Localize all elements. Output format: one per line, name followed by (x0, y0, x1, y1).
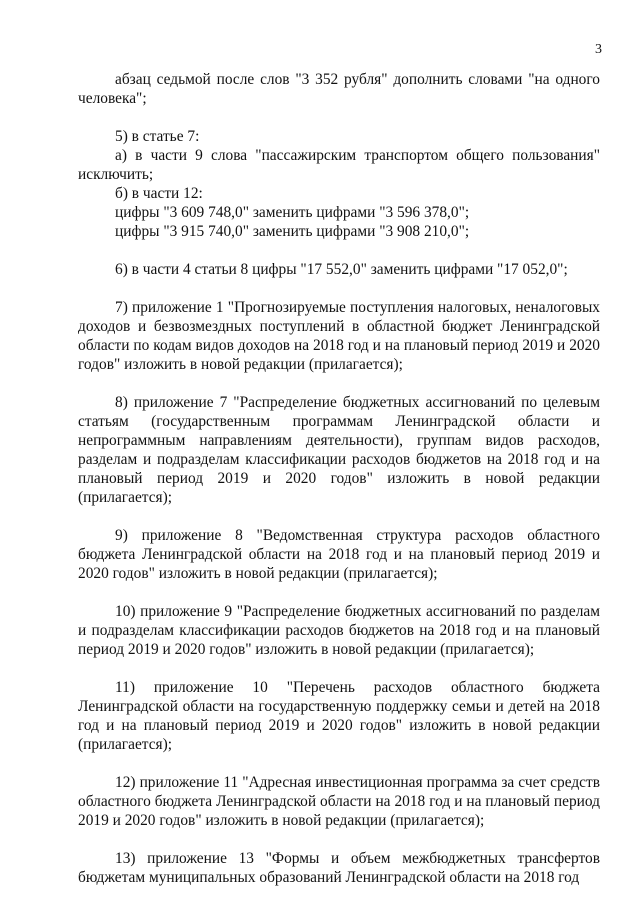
paragraph: 12) приложение 11 "Адресная инвестиционная программа за счет средств областного бюджета Ленинградской области на 2018 год и на плановый период 2019 и 2020 годов" изложить в новой редакции (прилагается); (78, 774, 600, 829)
paragraph-gap (78, 507, 600, 526)
paragraph-gap (78, 108, 600, 127)
paragraph-gap (78, 241, 600, 260)
paragraph-gap (78, 754, 600, 773)
paragraph: цифры "3 609 748,0" заменить цифрами "3 596 378,0"; (115, 204, 470, 221)
paragraph: б) в части 12: (115, 185, 203, 202)
paragraph-gap (78, 279, 600, 298)
paragraph: 11) приложение 10 "Перечень расходов областного бюджета Ленинградской области на государственную поддержку семьи и детей на 2018 год и на плановый период 2019 и 2020 годов" изложить в новой редакции (прилагается); (78, 679, 600, 753)
paragraph: абзац седьмой после слов "3 352 рубля" дополнить словами "на одного человека"; (78, 71, 600, 107)
paragraph: 5) в статье 7: (115, 128, 200, 145)
paragraph-gap (78, 374, 600, 393)
paragraph: 10) приложение 9 "Распределение бюджетных ассигнований по разделам и подразделам классификации расходов бюджетов на 2018 год и на плановый период 2019 и 2020 годов" изложить в новой редакции (прилагается); (78, 603, 600, 658)
paragraph: 6) в части 4 статьи 8 цифры "17 552,0" заменить цифрами "17 052,0"; (115, 261, 568, 278)
paragraph: а) в части 9 слова "пассажирским транспортом общего пользования" исключить; (78, 147, 600, 183)
document-body (78, 70, 600, 887)
paragraph: 13) приложение 13 "Формы и объем межбюджетных трансфертов бюджетам муниципальных образований Ленинградской области на 2018 год (78, 850, 600, 886)
page-number: 3 (595, 42, 602, 57)
paragraph: 8) приложение 7 "Распределение бюджетных ассигнований по целевым статьям (государственным программам Ленинградской области и непрограммным направлениям деятельности), группам видов расходов, разделам и подразделам классификации расходов бюджетов на 2018 год и на плановый период 2019 и 2020 годов" изложить в новой редакции (прилагается); (78, 394, 600, 506)
paragraph-gap (78, 830, 600, 849)
paragraph: 7) приложение 1 "Прогнозируемые поступления налоговых, неналоговых доходов и безвозмездных поступлений в областной бюджет Ленинградской области по кодам видов доходов на 2018 год и на плановый период 2019 и 2020 годов" изложить в новой редакции (прилагается); (78, 299, 600, 373)
paragraph: цифры "3 915 740,0" заменить цифрами "3 908 210,0"; (115, 223, 470, 240)
paragraph-gap (78, 659, 600, 678)
paragraph-gap (78, 583, 600, 602)
paragraph: 9) приложение 8 "Ведомственная структура расходов областного бюджета Ленинградской области на 2018 год и на плановый период 2019 и 2020 годов" изложить в новой редакции (прилагается); (78, 527, 600, 582)
